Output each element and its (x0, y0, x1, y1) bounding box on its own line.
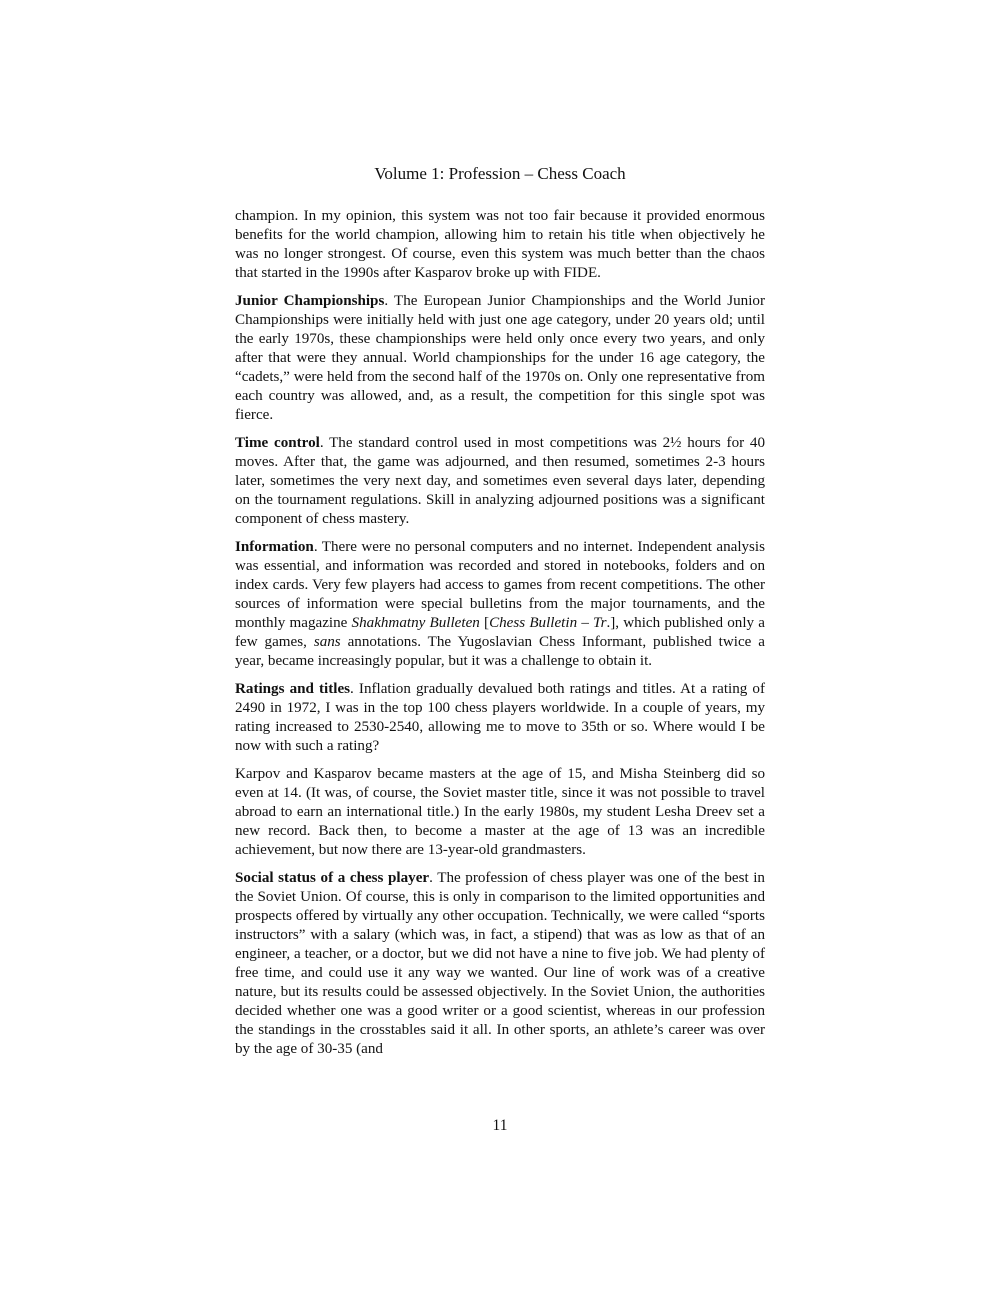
body-text (235, 207, 765, 1068)
paragraph-young-masters (235, 765, 765, 860)
paragraph-lead-heading: Social status of a chess player (235, 870, 430, 886)
paragraph-text: annotations. The Yugoslavian Chess Informant, published twice a year, became increasingly popular, but it was a challenge to obtain it. (235, 634, 765, 669)
paragraph-text: . The European Junior Championships and the World Junior Championships were initially held with just one age category, under 20 years old; until the early 1970s, these championships were held only once every two years, and only after that were they annual. World championships for the under 16 age category, the “cadets,” were held from the second half of the 1970s on. Only one representative from each country was allowed, and, as a result, the competition for this single spot was fierce. (235, 293, 765, 423)
paragraph-lead-heading: Time control (235, 435, 320, 451)
translator-note: Chess Bulletin – Tr (489, 615, 607, 631)
paragraph-lead-heading: Ratings and titles (235, 681, 351, 697)
running-header: Volume 1: Profession – Chess Coach (374, 164, 626, 183)
magazine-title: Shakhmatny Bulleten (351, 615, 480, 631)
paragraph-text: . There were no personal computers and no internet. Independent analysis was essential, and information was recorded and stored in notebooks, folders and on index cards. Very few players had access to games from recent competitions. The other sources of information were special bulletins from the major tournaments, and the monthly magazine (235, 539, 765, 631)
paragraph-text: .], which published only a few games, (235, 615, 765, 650)
paragraph-information (235, 538, 765, 671)
paragraph-lead-heading: Junior Championships (235, 293, 385, 309)
paragraph-text: . The profession of chess player was one of the best in the Soviet Union. Of course, this is only in comparison to the limited opportunities and prospects offered by virtually any other occupation. Technically, we were called “sports instructors” with a salary (which was, in fact, a stipend) that was as low as that of an engineer, a teacher, or a doctor, but we did not have a nine to five job. We had plenty of free time, and could use it any way we wanted. Our line of work was of a creative nature, but its results could be assessed objectively. In the Soviet Union, the authorities decided whether one was a good writer or a good scientist, whereas in our profession the standings in the crosstables said it all. In other sports, an athlete’s career was over by the age of 30-35 (and (235, 870, 765, 1057)
paragraph-text: champion. In my opinion, this system was not too fair because it provided enormous benefits for the world champion, allowing him to retain his title when objectively he was no longer strongest. Of course, even this system was much better than the chaos that started in the 1990s after Kasparov broke up with FIDE. (235, 208, 765, 281)
paragraph-text: . The standard control used in most competitions was 2½ hours for 40 moves. After that, the game was adjourned, and then resumed, sometimes 2-3 hours later, sometimes the very next day, and sometimes even several days later, depending on the tournament regulations. Skill in analyzing adjourned positions was a significant component of chess mastery. (235, 435, 765, 527)
paragraph-ratings-and-titles (235, 680, 765, 756)
italic-word: sans (313, 634, 341, 650)
paragraph-junior-championships (235, 292, 765, 425)
page-number: 11 (492, 1117, 508, 1134)
paragraph-text: Karpov and Kasparov became masters at the age of 15, and Misha Steinberg did so even at 14. (It was, of course, the Soviet master title, since it was not possible to travel abroad to earn an international title.) In the early 1980s, my student Lesha Dreev set a new record. Back then, to become a master at the age of 13 was an incredible achievement, but now there are 13-year-old grandmasters. (235, 766, 765, 858)
paragraph-lead-heading: Information (235, 539, 314, 555)
paragraph-time-control (235, 434, 765, 529)
paragraph-text: [ (479, 615, 490, 631)
paragraph-champion-system (235, 207, 765, 283)
paragraph-social-status (235, 869, 765, 1059)
paragraph-text: . Inflation gradually devalued both ratings and titles. At a rating of 2490 in 1972, I was in the top 100 chess players worldwide. In a couple of years, my rating increased to 2530-2540, allowing me to move to 35th or so. Where would I be now with such a rating? (235, 681, 765, 754)
